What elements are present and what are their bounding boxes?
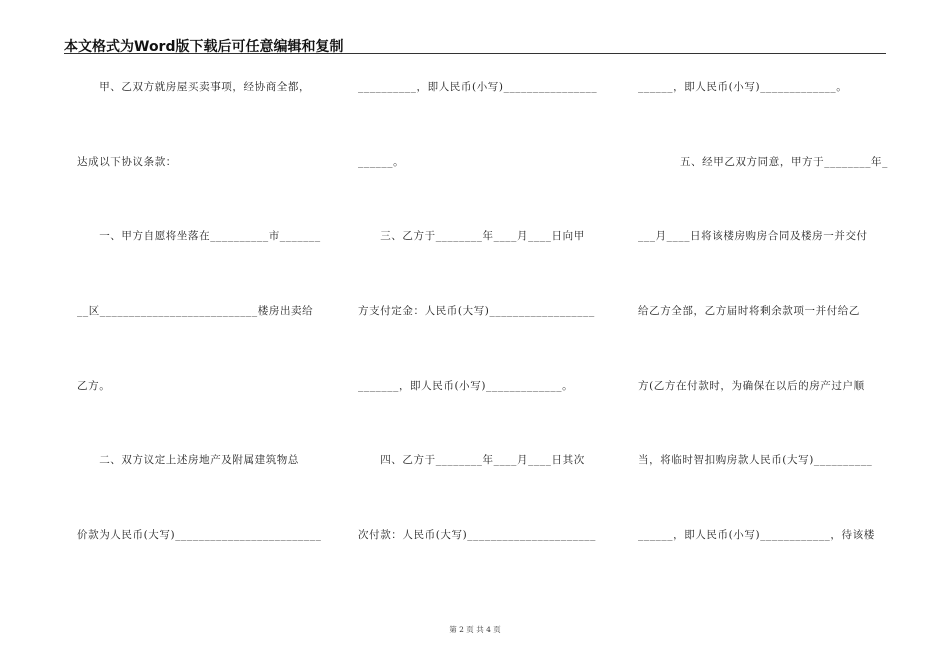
column-line: 达成以下协议条款： <box>77 156 177 168</box>
column-line: 二、双方议定上述房地产及附属建筑物总 <box>77 454 299 466</box>
column-line: 当，将临时智扣购房款人民币(大写)__________ <box>638 454 873 466</box>
page-header-title: 本文格式为Word版下载后可任意编辑和复制 <box>64 39 344 55</box>
column-line: __区___________________________楼房出卖给 <box>77 305 314 317</box>
text-column-2 <box>358 0 606 672</box>
column-line: 一、甲方自愿将坐落在__________市_______ <box>77 230 321 242</box>
column-line: ______，即人民币(小写)____________，待该楼 <box>638 529 875 541</box>
column-line: 甲、乙双方就房屋买卖事项，经协商全都， <box>77 81 311 93</box>
column-line: 五、经甲乙双方同意，甲方于________年_ <box>657 156 888 168</box>
column-line: 价款为人民币(大写)_________________________ <box>77 529 322 541</box>
column-line: 次付款：人民币(大写)______________________ <box>358 529 596 541</box>
column-line: ______，即人民币(小写)_____________。 <box>638 81 848 93</box>
column-line: 四、乙方于________年____月____日其次 <box>358 454 585 466</box>
column-line: 三、乙方于________年____月____日向甲 <box>358 230 585 242</box>
column-line: 方(乙方在付款时，为确保在以后的房产过户顺 <box>638 380 865 392</box>
column-line: ______。 <box>358 156 405 168</box>
column-line: _______，即人民币(小写)_____________。 <box>358 380 574 392</box>
column-line: 乙方。 <box>77 380 111 392</box>
column-line: 方支付定金：人民币(大写)__________________ <box>358 305 595 317</box>
column-line: ___月____日将该楼房购房合同及楼房一并交付 <box>638 230 868 242</box>
page-number: 第 2 页 共 4 页 <box>449 625 501 634</box>
text-column-1 <box>77 0 325 672</box>
column-line: __________，即人民币(小写)________________ <box>358 81 598 93</box>
text-column-3 <box>638 0 888 672</box>
column-line: 给乙方全部，乙方届时将剩余款项一并付给乙 <box>638 305 860 317</box>
